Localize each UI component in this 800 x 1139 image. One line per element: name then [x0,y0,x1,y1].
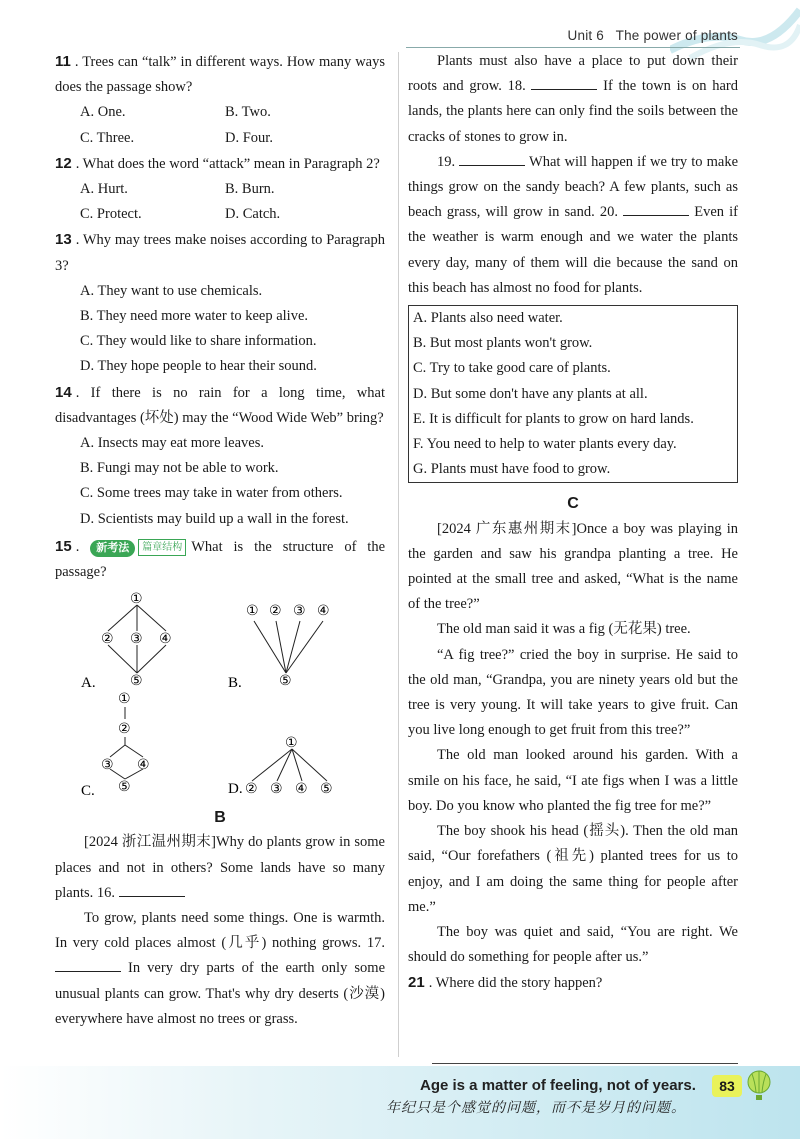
option[interactable]: B. Fungi may not be able to work. [80,460,279,477]
section-c-para-3: “A fig tree?” cried the boy in surprise. He said to the old man, “Grandpa, you are ninety years old but the tree is very young. It will take years to give fruit. Can you live long enough to get fruit from this tree?” [408,646,738,739]
box-option[interactable]: G. Plants must have food to grow. [413,461,611,478]
diagram-a[interactable] [81,591,172,691]
source-note: [2024 浙江温州期末] [84,834,216,851]
section-c-para-6: The boy was quiet and said, “You are right. We should do something for people after us.” [408,923,738,966]
node-3: ③ [101,757,114,774]
new-exam-tag: 新考法 [90,540,135,557]
para-text: Plants must also have a place to put down their roots and grow. [408,53,738,95]
question-text: What is the structure of the passage? [55,538,386,581]
node-4: ④ [159,631,172,648]
option-box [408,305,738,483]
section-c-heading: C [567,495,579,513]
blank-number: 20. [599,204,618,221]
diagram-b[interactable] [228,603,330,691]
question-number: 13 [55,231,72,249]
option[interactable]: B. Two. [225,104,271,121]
right-column [408,49,738,997]
option[interactable]: C. They would like to share information. [80,333,317,350]
para-text: What will happen if we try to make things grow on the sandy beach? A few plants, such as beach grass, will grow in sand. [408,153,739,221]
blank-number: 16. [96,884,116,901]
label-a: A. [81,675,96,692]
question-text: . If there is no rain for a long time, what disadvantages (坏处) may the “Wood Wide Web” bring? [55,384,385,426]
option[interactable]: D. They hope people to hear their sound. [80,358,317,375]
options-11 [55,100,385,150]
column-divider [398,52,399,1057]
blank-20[interactable] [623,201,689,216]
box-option[interactable]: E. It is difficult for plants to grow on hard lands. [413,410,694,427]
node-5: ⑤ [118,779,131,796]
question-11 [55,49,385,100]
para-text: Once a boy was playing in the garden and saw his grandpa planting a tree. He pointed at the small tree and asked, “What is the name of the tree?” [408,520,738,613]
section-c-para-5: The boy shook his head (摇头). Then the old man said, “Our forefathers (祖先) planted trees for us to enjoy, and I am doing the same thing for people after me.” [408,823,738,915]
option[interactable]: A. They want to use chemicals. [80,282,263,299]
node-2: ② [269,603,282,620]
node-5: ⑤ [320,781,333,798]
node-3: ③ [130,631,143,648]
question-14 [55,380,385,431]
label-b: B. [228,675,242,692]
unit-title: The power of plants [615,28,738,43]
node-5: ⑤ [279,673,292,690]
option[interactable]: D. Scientists may build up a wall in the forest. [80,510,349,527]
para-text: In very dry parts of the earth only some unusual plants can grow. That's why dry deserts (沙漠) everywhere have almost no trees or grass. [55,960,385,1027]
section-b-para-1 [55,830,385,906]
option[interactable]: D. Catch. [225,206,281,223]
option[interactable]: D. Four. [225,129,273,146]
box-option[interactable]: C. Try to take good care of plants. [413,360,611,377]
question-text: . What does the word “attack” mean in Paragraph 2? [75,155,380,172]
blank-number: 19. [437,153,456,170]
node-1: ① [246,603,259,620]
para-text: If the town is on hard lands, the plants here can only find the soils between the cracks of stones to grow in. [408,78,738,145]
option[interactable]: A. One. [80,104,126,121]
node-3: ③ [270,781,283,798]
node-2: ② [118,721,131,738]
question-21 [408,970,738,996]
structure-tag: 篇章结构 [138,539,186,556]
left-column [55,49,385,1032]
header-rule [406,47,740,48]
option[interactable]: A. Insects may eat more leaves. [80,435,264,452]
node-4: ④ [317,603,330,620]
node-1: ① [285,735,298,752]
unit-label: Unit 6 [567,28,605,43]
question-number: 12 [55,154,72,172]
question-text: . Trees can “talk” in different ways. How many ways does the passage show? [55,54,385,96]
para-text: Why do plants grow in some places and not in others? Some lands have so many plants. [55,834,385,901]
label-d: D. [228,781,243,798]
blank-18[interactable] [531,75,597,90]
section-c-para-2: The old man said it was a fig (无花果) tree. [437,621,691,638]
blank-19[interactable] [459,151,525,166]
section-b-para-3 [408,49,738,150]
section-c-para-4: The old man looked around his garden. With a smile on his face, he said, “I ate figs when I was a little boy. Do you know who planted the fig tree for me?” [408,747,738,814]
options-12 [55,177,385,227]
option[interactable]: C. Three. [80,129,135,146]
question-text: . Why may trees make noises according to Paragraph 3? [55,232,385,274]
option[interactable]: B. Burn. [225,181,275,198]
blank-number: 18. [507,78,526,95]
diagram-d[interactable] [228,735,333,797]
question-number: 21 [408,974,425,992]
question-number: 11 [55,53,71,70]
node-5: ⑤ [130,673,143,690]
section-b-para-4 [408,150,738,301]
box-option[interactable]: A. Plants also need water. [413,310,563,327]
structure-diagrams [55,585,385,805]
node-1: ① [130,591,143,608]
balloon-icon [746,1070,772,1102]
blank-number: 17. [366,935,385,952]
question-text: . Where did the story happen? [428,975,603,992]
blank-16[interactable] [119,882,185,897]
option[interactable]: B. They need more water to keep alive. [80,308,309,325]
question-12 [55,151,385,177]
answer-line-21[interactable] [432,1063,738,1064]
section-b-para-2 [55,906,385,1032]
question-number: 14 [55,383,72,401]
option[interactable]: A. Hurt. [80,181,128,198]
box-option[interactable]: D. But some don't have any plants at all. [413,385,648,402]
label-c: C. [81,783,95,800]
footer-quote-zh: 年纪只是个感觉的问题，而不是岁月的问题。 [386,1101,686,1116]
node-4: ④ [137,757,150,774]
diagram-c[interactable] [81,691,150,799]
section-c-para-1 [408,517,738,618]
blank-17[interactable] [55,957,121,972]
para-text: To grow, plants need some things. One is warmth. In very cold places almost (几乎) nothing grows. [55,910,385,952]
option[interactable]: C. Some trees may take in water from others. [80,485,343,502]
node-3: ③ [293,603,306,620]
box-option[interactable]: B. But most plants won't grow. [413,335,593,352]
section-b-heading: B [214,809,226,827]
source-note: [2024 广东惠州期末] [437,520,577,537]
para-text: Even if the weather is warm enough and we water the plants every day, many of them will die because the sand on this beach has almost no food for plants. [408,204,739,296]
page-number: 83 [712,1075,742,1097]
node-4: ④ [295,781,308,798]
node-2: ② [245,781,258,798]
option[interactable]: C. Protect. [80,206,142,223]
node-1: ① [118,691,131,708]
page-header [568,28,738,43]
question-number: 15 [55,537,72,555]
box-option[interactable]: F. You need to help to water plants every day. [413,436,677,453]
question-13 [55,227,385,278]
node-2: ② [101,631,114,648]
question-15: 15 . 新考法 篇章结构 What is the structure of the passage? [55,537,386,581]
footer-quote-en: Age is a matter of feeling, not of years. [420,1077,696,1094]
